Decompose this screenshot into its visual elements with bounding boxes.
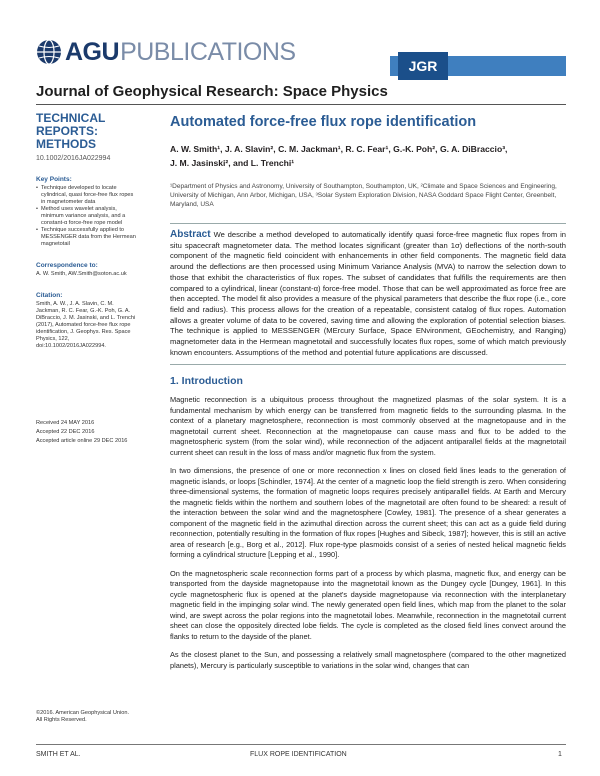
page-number: 1 [558,751,562,758]
journal-name: Journal of Geophysical Research: Space Physics [36,83,388,100]
key-point: • Method uses wavelet analysis, minimum variance analysis, and a constant-α force-free rope model [36,206,136,227]
paragraph: In two dimensions, the presence of one or more reconnection x lines on closed field lines leads to the generation of magnetic islands, or loops [Schindler, 1974]. At the center of a magnetic loop the field strength is zero. When considering three-dimensional systems, the formation of magnetic loops requires precisely antiparallel fields. At Earth and Mercury the magnetic fields within the northern and southern lobes of the magnetotail are often found to be sheared: a result of the interaction between the solar wind and the magnetosphere [Cowley, 1981]. The presence of a shear generates a component of the magnetic field in the azimuthal direction across the current sheet; this can act as a guide field during reconnection, potentially resulting in the formation of flux ropes [Hughes and Sibeck, 1987]; however, this is still an active area of research [e.g., Borg et al., 2012]. Flux rope-type plasmoids consist of a series of nested helical magnetic fields forming a cylindrical structure [Lepping et al., 1990]. [170,466,566,560]
publications-wordmark: PUBLICATIONS [120,37,296,66]
copyright: ©2016. American Geophysical Union. All Rights Reserved. [36,710,130,723]
doi[interactable]: 10.1002/2016JA022994 [36,155,111,162]
footer-divider [36,744,566,745]
authors [170,142,566,170]
key-points-heading: Key Points: [36,176,72,183]
key-point: • Technique developed to locate cylindrical, quasi force-free flux ropes in magnetometer data [36,185,136,206]
footer-running-title: FLUX ROPE IDENTIFICATION [250,751,347,758]
header-divider [36,104,566,105]
paragraph: Magnetic reconnection is a ubiquitous process throughout the magnetized plasmas of the solar system. It is a fundamental mechanism by which energy can be transferred from magnetic fields to the surrounding plasma. In the context of a planetary magnetosphere, reconnection is most commonly observed at the magnetopause and in the magnetotail current sheet. Reconnection at the magnetopause can cause mass and flux to be added to the magnetospheric system (from the solar wind), while reconnection of the adjacent antiparallel fields at the magnetotail current sheet can result in the loss of mass and/or magnetic flux from the system. [170,395,566,457]
jgr-badge: JGR [398,52,448,80]
globe-icon [36,39,62,65]
authors-line-1: A. W. Smith¹, J. A. Slavin², C. M. Jackman¹, R. C. Fear¹, G.-K. Poh², G. A. DiBraccio³, [170,144,508,154]
left-sidebar [36,112,136,350]
online-date: Accepted article online 29 DEC 2016 [36,438,128,444]
received-date: Received 24 MAY 2016 [36,420,95,426]
article-dates [36,418,136,445]
affiliations: ¹Department of Physics and Astronomy, University of Southampton, Southampton, UK, ²Climate and Space Sciences and Engineering, University of Michigan, Ann Arbor, Michigan, USA, ³Solar System Exploration Division, NASA Goddard Space Flight Center, Greenbelt, Maryland, USA [170,183,557,208]
agu-publications-logo [36,38,296,66]
abstract-text: We describe a method developed to automatically identify quasi force-free magnetic flux ropes from in situ spacecraft magnetometer data. The method locates significant (greater than 1σ) deflections of the north-south component of the magnetic field coincident with enhancements in other field components. The magnetic field data around the deflections are then processed using Minimum Variance Analysis (MVA) to narrow the selection down to those that exhibit the characteristics of flux ropes. The subset of candidates that fulfills the requirements are then compared to a cylindrical, linear (constant-α) force-free model. Those that can be well approximated as force free are then accepted. The model fit also provides a measure of the physical parameters that describe the flux rope (i.e., core field and radius). This process allows for the creation of a repeatable, consistent catalog of flux ropes. Automation allows a greater volume of data to be covered, saving time and allowing the exploration of potential selection biases. The technique is applied to MESSENGER (MErcury Surface, Space ENvironment, GEochemistry, and Ranging) magnetometer data in the Hermean magnetotail and successfully locates flux ropes, some of which match previously known encounters. Assumptions of the method and potential future applications are discussed. [170,230,566,357]
section-heading: 1. Introduction [170,375,243,388]
abstract-paragraph [170,230,566,358]
main-column [170,112,566,671]
footer-authors: SMITH ET AL. [36,751,81,758]
correspondence[interactable]: A. W. Smith, AW.Smith@soton.ac.uk [36,271,127,277]
authors-line-2: J. M. Jasinski², and L. Trenchi¹ [170,158,295,168]
correspondence-heading: Correspondence to: [36,262,98,269]
paragraph: As the closest planet to the Sun, and possessing a relatively small magnetosphere (compared to the other magnetized planets), Mercury is particularly susceptible to variations in the solar wind, changes that can [170,650,566,670]
key-points-list [36,185,136,248]
citation-heading: Citation: [36,292,63,299]
abstract-box [170,223,566,365]
abstract-label: Abstract [170,229,211,240]
paragraph: On the magnetospheric scale reconnection forms part of a process by which plasma, magnetic flux, and energy can be transported from the dayside magnetopause into the magnetotail known as the Dungey cycle [Dungey, 1961]. In this cycle magnetospheric flux is opened at the planet's dayside magnetopause via reconnection with the interplanetary magnetic field in the impinging solar wind. The newly generated open field lines, which map from the planet to the solar wind, are swept across the polar regions into the magnetotail lobes. Meanwhile, reconnection in the magnetotail current sheet can close the oppositely directed lobe fields. The cycle is completed as the closed field lines convect around the flanks to return to the dayside of the planet. [170,568,566,641]
paper-title: Automated force-free flux rope identification [170,114,477,130]
report-type: TECHNICAL REPORTS: METHODS [36,111,106,151]
key-point: • Technique successfully applied to MESSENGER data from the Hermean magnetotail [36,227,136,248]
citation: Smith, A. W., J. A. Slavin, C. M. Jackman, R. C. Fear, G.-K. Poh, G. A. DiBraccio, J. M. Jasinski, and L. Trenchi (2017), Automated force-free flux rope identification, J. Geophys. Res. Space Physics, 122, doi:10.1002/2016JA022994. [36,301,136,349]
agu-mark: AGU [65,37,120,66]
body-text [170,395,566,671]
accepted-date: Accepted 22 DEC 2016 [36,429,95,435]
